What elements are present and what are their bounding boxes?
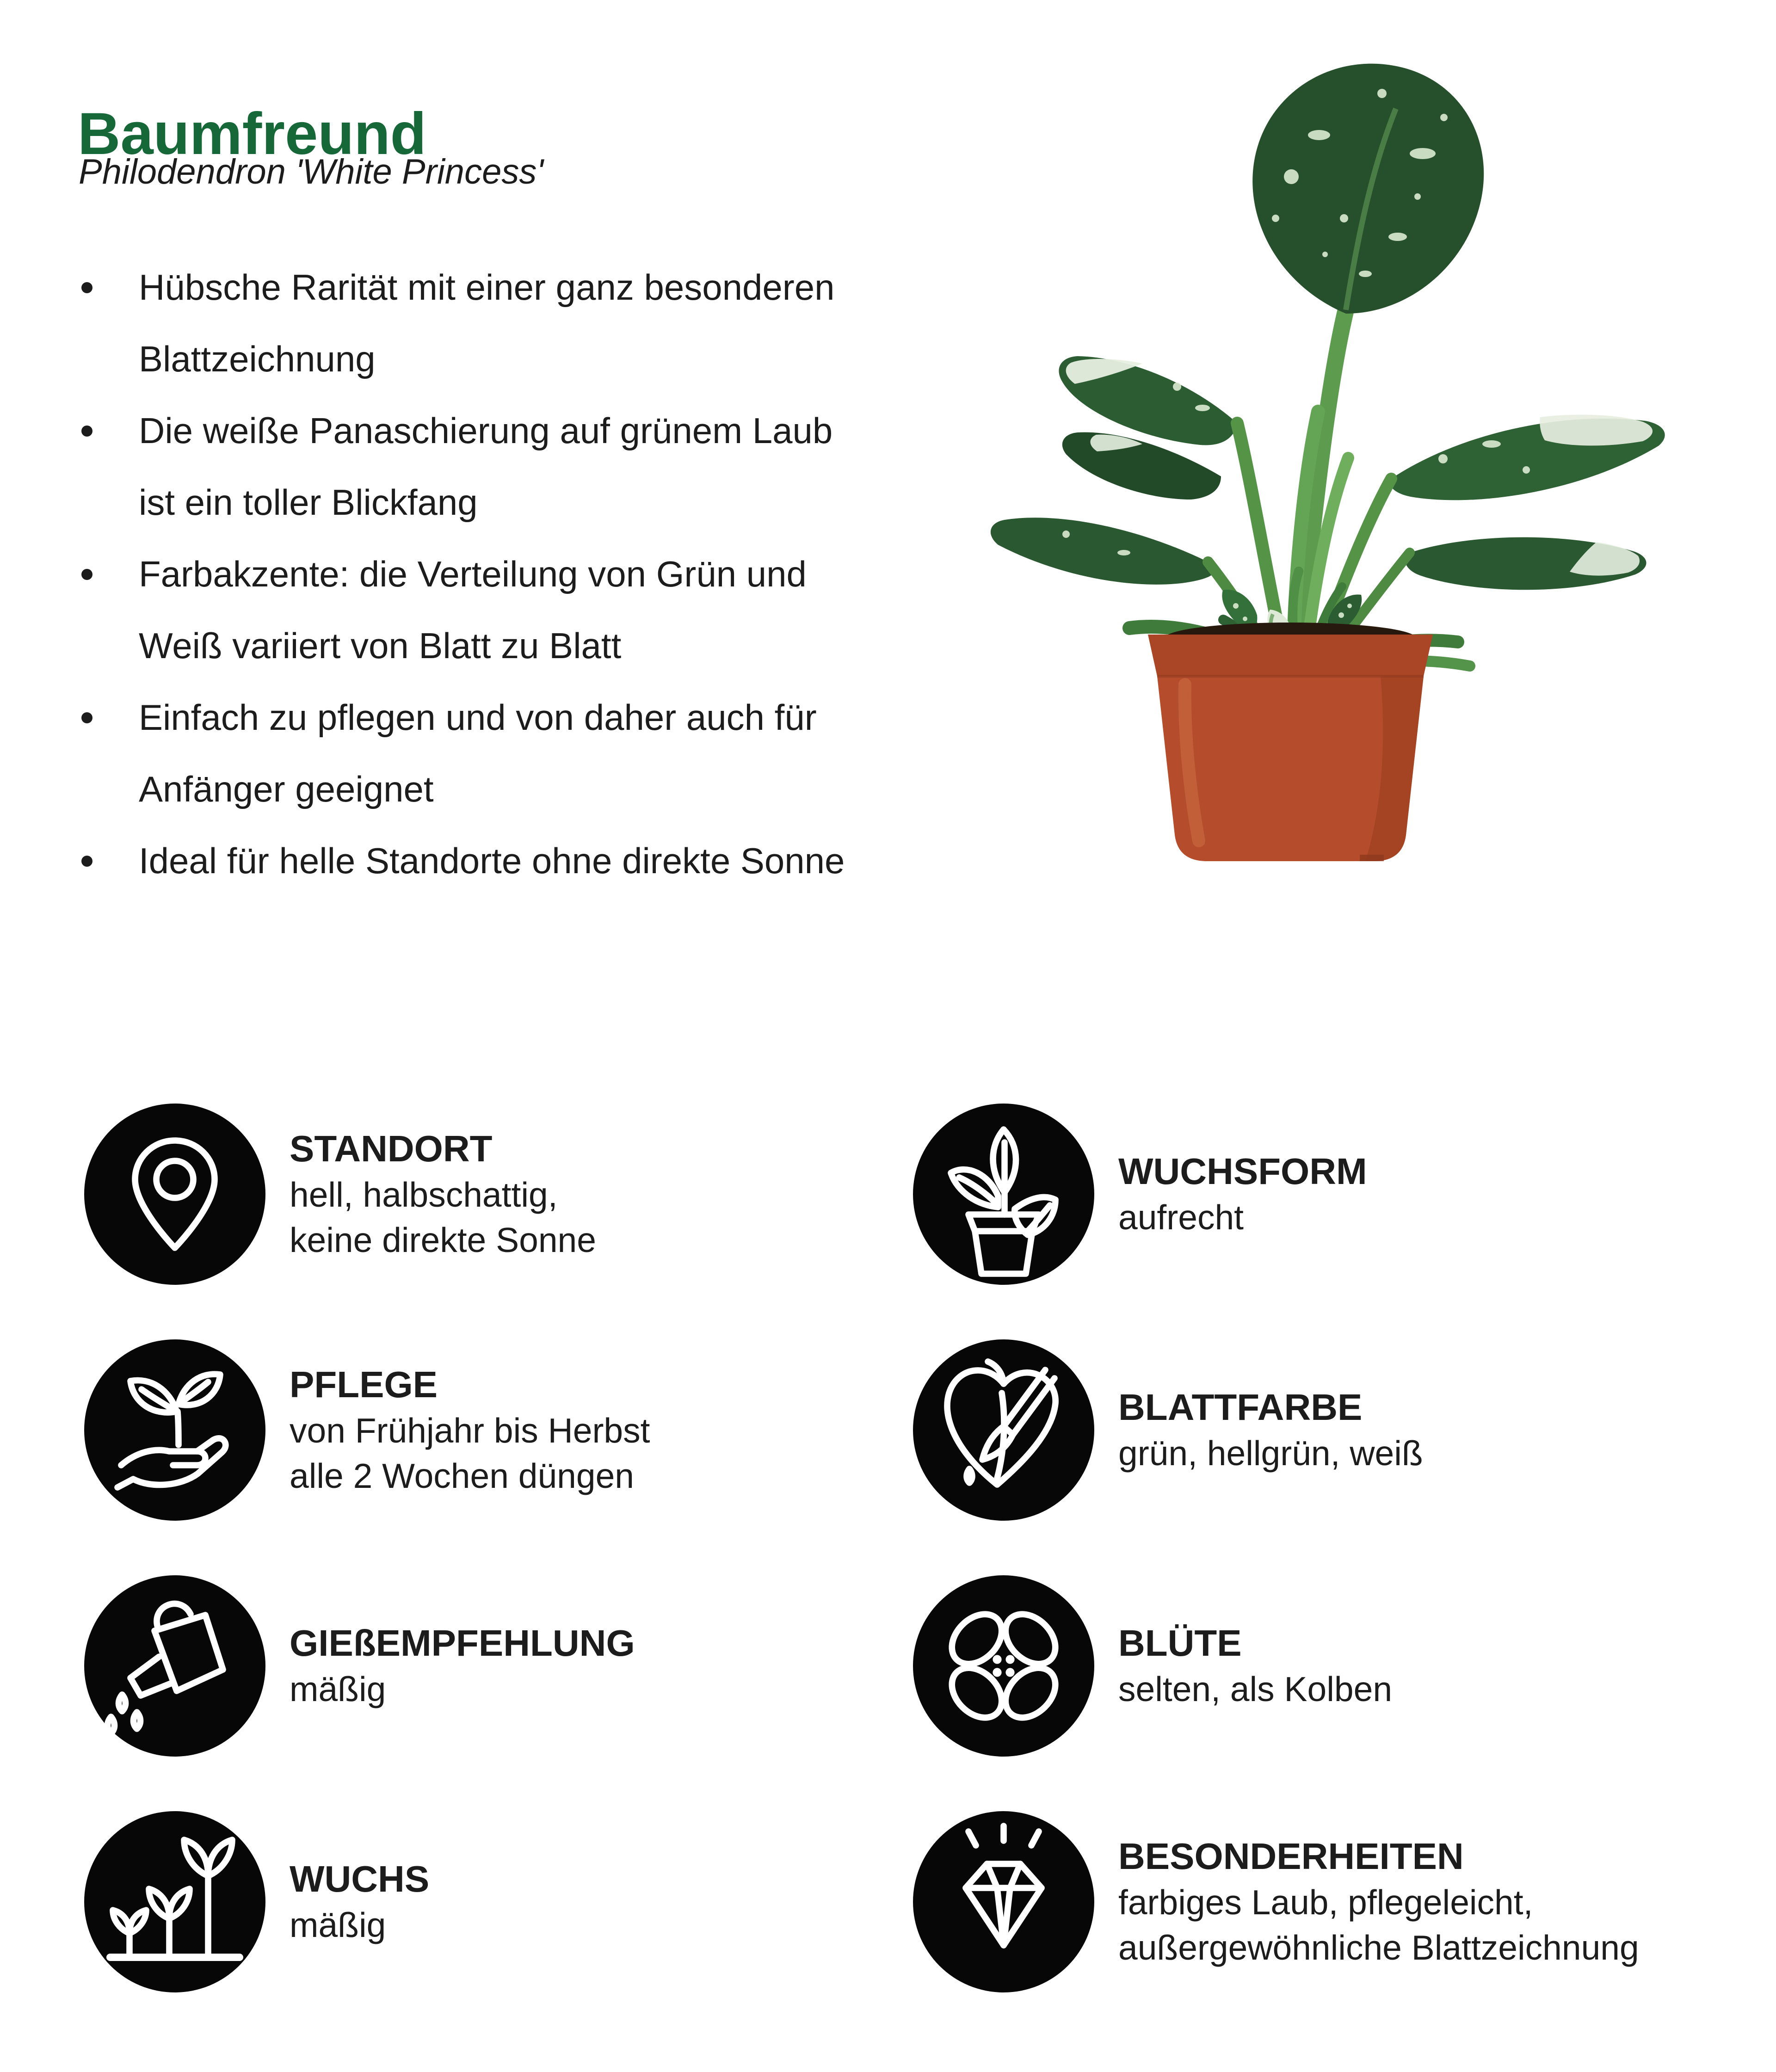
flower-icon (911, 1573, 1096, 1758)
bullet-dot (81, 569, 92, 580)
bullet-line: Hübsche Rarität mit einer ganz besonderen (139, 267, 835, 308)
feature-value: aufrecht (1118, 1198, 1244, 1237)
bullet-item (74, 395, 944, 538)
feature-standort (82, 1102, 911, 1287)
feature-value: mäßig (290, 1906, 386, 1944)
feature-value: von Frühjahr bis Herbst (290, 1411, 650, 1450)
location-pin-icon (82, 1102, 267, 1287)
bullet-line: Farbakzente: die Verteilung von Grün und (139, 554, 807, 594)
feature-value: keine direkte Sonne (290, 1221, 596, 1259)
feature-blattfarbe (911, 1338, 1639, 1523)
feature-heading: GIEßEMPFEHLUNG (290, 1622, 635, 1664)
bullet-item (74, 682, 944, 825)
care-feature-grid (82, 1102, 1639, 1994)
feature-value: grün, hellgrün, weiß (1118, 1434, 1423, 1473)
bullet-line: Ideal für helle Standorte ohne direkte Sonne (139, 840, 845, 881)
feature-heading: WUCHSFORM (1118, 1151, 1367, 1192)
feature-heading: PFLEGE (290, 1364, 438, 1405)
bullet-dot (81, 426, 92, 437)
botanical-name-subtitle: Philodendron 'White Princess' (79, 152, 543, 191)
product-photo (925, 14, 1776, 874)
bullet-dot (81, 856, 92, 867)
potted-plant-icon (911, 1102, 1096, 1287)
bullet-dot (81, 282, 92, 293)
feature-value: mäßig (290, 1670, 386, 1708)
bullet-item (74, 825, 944, 897)
bullet-dot (81, 712, 92, 723)
bullet-line: Die weiße Panaschierung auf grünem Laub (139, 410, 833, 451)
bullet-line: ist ein toller Blickfang (139, 482, 478, 523)
feature-value: außergewöhnliche Blattzeichnung (1118, 1928, 1639, 1967)
feature-giessempfehlung (82, 1573, 911, 1758)
feature-wuchsform (911, 1102, 1639, 1287)
feature-heading: BESONDERHEITEN (1118, 1836, 1464, 1877)
bullet-line: Anfänger geeignet (139, 769, 434, 809)
feature-bluete (911, 1573, 1639, 1758)
feature-wuchs (82, 1809, 911, 1994)
bullet-line: Einfach zu pflegen und von daher auch für (139, 697, 817, 738)
feature-heading: BLATTFARBE (1118, 1387, 1363, 1428)
feature-pflege (82, 1338, 911, 1523)
leaf-paintbrush-icon (911, 1338, 1096, 1523)
feature-value: alle 2 Wochen düngen (290, 1456, 635, 1495)
page-title: Baumfreund (78, 100, 426, 167)
feature-besonderheiten (911, 1809, 1639, 1994)
feature-value: farbiges Laub, pflegeleicht, (1118, 1883, 1533, 1922)
feature-value: selten, als Kolben (1118, 1670, 1393, 1708)
bullet-item (74, 538, 944, 682)
feature-bullet-list (74, 252, 944, 897)
plant-illustration (925, 14, 1776, 874)
bullet-line: Weiß variiert von Blatt zu Blatt (139, 625, 622, 666)
watering-can-icon (82, 1573, 267, 1758)
bullet-line: Blattzeichnung (139, 339, 376, 379)
hand-sprout-icon (82, 1338, 267, 1523)
diamond-sparkle-icon (911, 1809, 1096, 1994)
feature-value: hell, halbschattig, (290, 1175, 558, 1214)
feature-heading: WUCHS (290, 1858, 430, 1899)
feature-heading: BLÜTE (1118, 1622, 1242, 1664)
growth-sprouts-icon (82, 1809, 267, 1994)
bullet-item (74, 252, 944, 395)
feature-heading: STANDORT (290, 1128, 493, 1169)
